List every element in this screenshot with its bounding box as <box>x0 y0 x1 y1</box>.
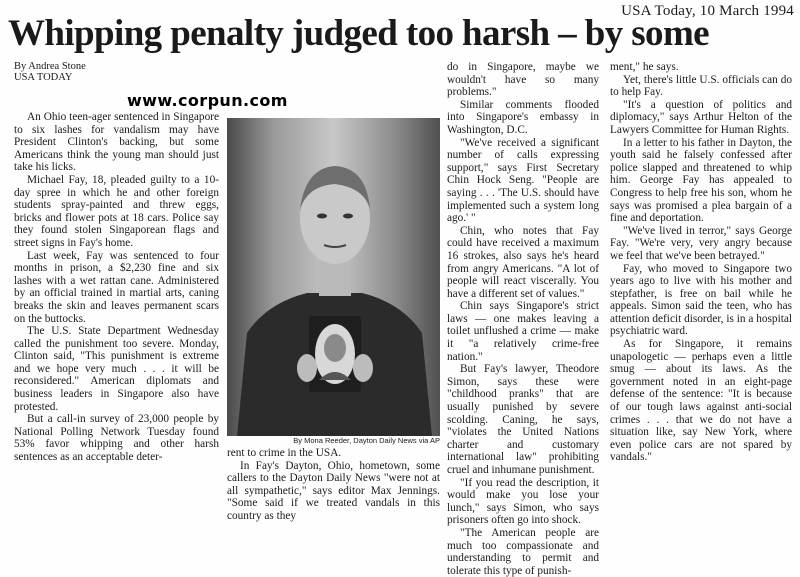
article-column-3 <box>447 61 599 577</box>
paragraph: Similar comments flooded into Singapore's embassy in Washington, D.C. <box>447 98 599 136</box>
paragraph-continued: rent to crime in the USA. <box>227 447 342 459</box>
paragraph: But Fay's lawyer, Theodore Simon, says these were "childhood pranks" that are usually punished by severe scolding. Caning, he says, "violates the United Nations charter and customary international law" prohibiting cruel and inhumane punishment. <box>447 363 599 476</box>
paragraph: In a letter to his father in Dayton, the youth said he falsely confessed after police slapped and threatened to whip him. George Fay has appealed to Congress to help free his son, whom he says was promised a plea bargain of a fine and deportation. <box>610 136 792 225</box>
article-column-4 <box>610 61 792 464</box>
paragraph: In Fay's Dayton, Ohio, hometown, some callers to the Dayton Daily News "were not at all sympathetic," says editor Max Jennings. "Some said if we treated vandals in this country as they <box>227 459 440 522</box>
paragraph: "We've received a significant number of calls expressing support," says First Secretary Chin Hock Seng. "People are saying . . . 'The U.S. should have implemented such a system long ago.' " <box>447 136 599 225</box>
byline-author: By Andrea Stone <box>14 61 86 72</box>
paragraph: "It's a question of politics and diplomacy," says Arthur Helton of the Lawyers Committee for Human Rights. <box>610 98 792 136</box>
paragraph-continued: ment," he says. <box>610 61 679 73</box>
paragraph: Yet, there's little U.S. officials can do to help Fay. <box>610 73 792 99</box>
paragraph: Chin says Singapore's strict laws — one makes leaving a toilet unflushed a crime — make it "a relatively crime-free nation." <box>447 300 599 363</box>
paragraph: "The American people are much too compassionate and understanding to permit and tolerate this type of punish- <box>447 526 599 577</box>
article-column-2 <box>227 447 440 522</box>
article-column-1 <box>14 111 219 464</box>
photo-credit: By Mona Reeder, Dayton Daily News via AP <box>293 436 440 445</box>
paragraph: Last week, Fay was sentenced to four months in prison, a $2,230 fine and six lashes with a wet rattan cane. Administered by an official trained in martial arts, caning breaks the skin and leaves permanent scars on the buttocks. <box>14 249 219 325</box>
paragraph: Michael Fay, 18, pleaded guilty to a 10-day spree in which he and other foreign students spray-painted and threw eggs, bricks and flower pots at 18 cars. Police say they found stolen Singaporean flags and street signs in Fay's home. <box>14 173 219 249</box>
paragraph: The U.S. State Department Wednesday called the punishment too severe. Monday, Clinton said, "This punishment is extreme and we hope very much . . . it will be reconsidered." American diplomats and business leaders in Singapore also have protested. <box>14 325 219 413</box>
watermark-url: www.corpun.com <box>124 91 291 110</box>
paragraph: "We've lived in terror," says George Fay. "We're very, very angry because we feel that we've been betrayed." <box>610 224 792 262</box>
photo-george-fay <box>227 118 440 436</box>
headline: Whipping penalty judged too harsh – by some <box>8 13 709 54</box>
byline-paper: USA TODAY <box>14 72 73 83</box>
paragraph: Fay, who moved to Singapore two years ago to live with his mother and stepfather, is free on bail while he appeals. Simon said the teen, who has attention deficit disorder, is in a hospital psychiatric ward. <box>610 262 792 338</box>
paragraph: As for Singapore, it remains unapologetic — perhaps even a little smug — about its laws. As the government noted in an eight-page defense of the sentence: "It is because of our tough laws against anti-social crimes . . . that we do not have a situation like, say New York, where even police cars are not spared by vandals." <box>610 338 792 464</box>
photo-illustration <box>227 118 440 436</box>
paragraph: But a call-in survey of 23,000 people by National Polling Network Tuesday found 53% favor whipping and other harsh sentences as an acceptable deter- <box>14 413 219 464</box>
dateline: USA Today, 10 March 1994 <box>621 3 794 19</box>
paragraph-continued: do in Singapore, maybe we wouldn't have so many problems." <box>447 61 599 99</box>
paragraph: An Ohio teen-ager sentenced in Singapore to six lashes for vandalism may have President Clinton's backing, but some Americans think the young man should just take his licks. <box>14 111 219 174</box>
paragraph: "If you read the description, it would make you lose your lunch," says Simon, who says prisoners often go into shock. <box>447 476 599 527</box>
paragraph: Chin, who notes that Fay could have received a maximum 16 strokes, also says he's heard from angry Americans. "A lot of people will react viscerally. You have a different set of values." <box>447 224 599 300</box>
